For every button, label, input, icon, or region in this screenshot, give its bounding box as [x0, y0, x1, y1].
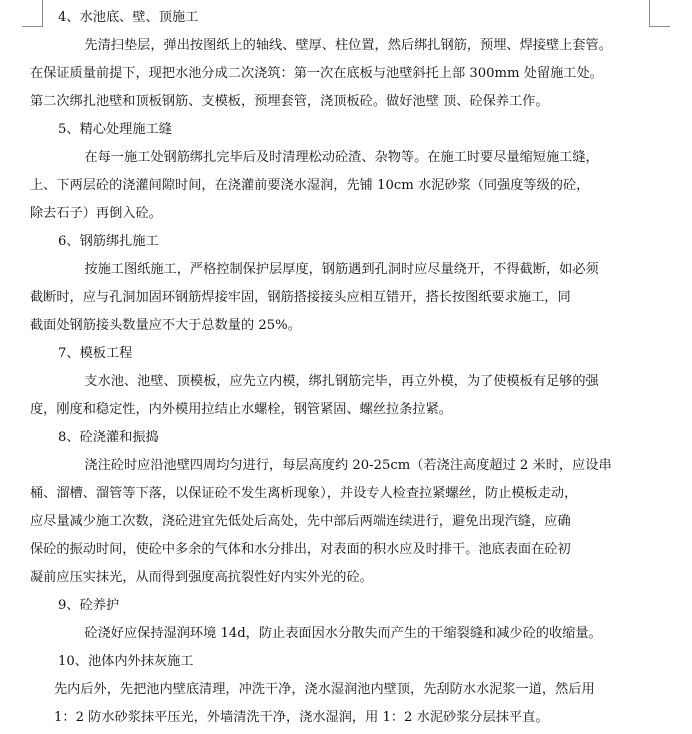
paragraph-line: 度，刚度和稳定性，内外模用拉结止水螺栓，钢管紧固、螺丝拉条拉紧。	[30, 402, 452, 417]
document-body	[30, 4, 684, 732]
page-corner-mark-left	[22, 0, 43, 27]
section-heading: 4、水池底、壁、顶施工	[58, 10, 199, 25]
section-4	[30, 4, 684, 116]
paragraph-line: 截断时，应与孔洞加固环钢筋焊接牢固，钢筋搭接接头应相互错开，搭长按图纸要求施工，同	[30, 290, 571, 305]
section-8	[30, 424, 684, 592]
paragraph-line: 第二次绑扎池壁和顶板钢筋、支模板，预埋套管，浇顶板砼。做好池壁 顶、砼保养工作。	[30, 94, 549, 109]
section-10	[54, 648, 684, 732]
section-paragraph	[30, 256, 684, 340]
paragraph-line: 在保证质量前提下，现把水池分成二次浇筑：第一次在底板与池壁斜托上部 300mm 处留施工处。	[30, 66, 603, 81]
paragraph-line: 按施工图纸施工，严格控制保护层厚度，钢筋遇到孔洞时应尽量绕开，不得截断，如必须	[84, 262, 599, 277]
section-paragraph	[30, 32, 684, 116]
section-6	[30, 228, 684, 340]
paragraph-line: 上、下两层砼的浇灌间隙时间，在浇灌前要浇水湿润，先铺 10cm 水泥砂浆（同强度等级的砼，	[30, 178, 590, 193]
paragraph-line: 先内后外，先把池内壁底清理，冲洗干净，浇水湿润池内壁顶，先刮防水水泥浆一道，然后用	[54, 682, 595, 697]
section-paragraph	[30, 368, 684, 424]
paragraph-line: 先清扫垫层，弹出按图纸上的轴线、壁厚、柱位置，然后绑扎钢筋，预埋、焊接壁上套管。	[84, 38, 612, 53]
paragraph-line: 砼浇好应保持湿润环境 14d，防止表面因水分散失而产生的干缩裂缝和减少砼的收缩量。	[84, 626, 602, 641]
section-paragraph	[58, 620, 684, 648]
section-9	[58, 592, 684, 648]
section-7	[30, 340, 684, 424]
paragraph-line: 1：2 防水砂浆抹平压光，外墙清洗干净，浇水湿润，用 1：2 水泥砂浆分层抹平直。	[54, 710, 549, 725]
paragraph-line: 凝前应压实抹光，从而得到强度高抗裂性好内实外光的砼。	[30, 570, 373, 585]
paragraph-line: 浇注砼时应沿池壁四周均匀进行，每层高度约 20-25cm（若浇注高度超过 2 米时，应设串	[84, 458, 612, 473]
section-heading: 8、砼浇灌和振捣	[58, 430, 159, 445]
section-heading: 7、模板工程	[58, 346, 133, 361]
section-paragraph	[30, 144, 684, 228]
paragraph-line: 保砼的振动时间，使砼中多余的气体和水分排出，对表面的积水应及时排干。池底表面在砼初	[30, 542, 571, 557]
paragraph-line: 桶、溜槽、溜管等下落，以保证砼不发生离析现象），并设专人检查拉紧螺丝，防止模板走动，	[30, 486, 578, 501]
paragraph-line: 除去石子）再倒入砼。	[30, 206, 162, 221]
section-heading: 9、砼养护	[58, 598, 120, 613]
section-heading: 6、钢筋绑扎施工	[58, 234, 159, 249]
section-heading: 5、精心处理施工缝	[58, 122, 172, 137]
paragraph-line: 截面处钢筋接头数量应不大于总数量的 25%。	[30, 318, 301, 333]
section-paragraph	[30, 452, 684, 592]
paragraph-line: 支水池、池壁、顶模板，应先立内模，绑扎钢筋完毕，再立外模，为了使模板有足够的强	[84, 374, 599, 389]
section-5	[30, 116, 684, 228]
section-heading: 10、池体内外抹灰施工	[58, 654, 194, 669]
section-paragraph	[54, 676, 684, 732]
paragraph-line: 在每一施工处钢筋绑扎完毕后及时清理松动砼渣、杂物等。在施工时要尽量缩短施工缝，	[84, 150, 599, 165]
paragraph-line: 应尽量减少施工次数，浇砼进宜先低处后高处，先中部后两端连续进行，避免出现汽缝，应确	[30, 514, 571, 529]
